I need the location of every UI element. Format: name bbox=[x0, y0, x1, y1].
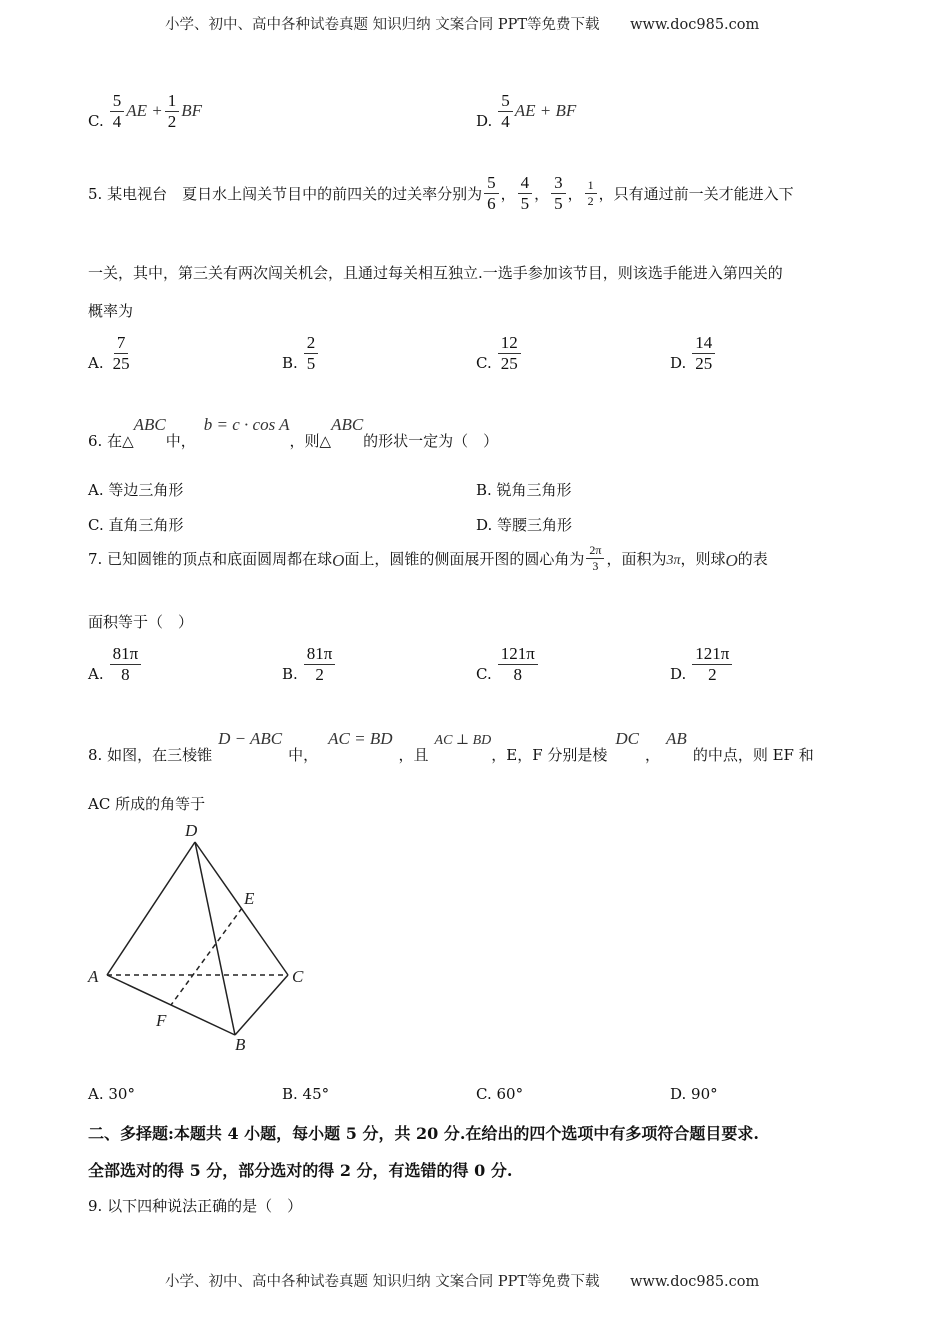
tetrahedron-figure bbox=[80, 818, 330, 1063]
edge-BC bbox=[235, 975, 288, 1035]
q6-option-b: B. 锐角三角形 bbox=[476, 481, 572, 499]
q5-line3: 概率为 bbox=[88, 302, 134, 320]
angle-fraction: $\frac{2\pi}{3}$ bbox=[586, 544, 604, 572]
q5-line2: 一关，其中，第三关有两次闯关机会，且通过每关相互独立.一选手参加该节目，则该选手能进入第四关的 bbox=[88, 264, 783, 282]
q8-option-b: B. 45° bbox=[282, 1085, 330, 1103]
q7-stem: 7. 已知圆锥的顶点和底面圆周都在球 O 面上，圆锥的侧面展开图的圆心角为 $\frac{2\pi}{3}$ ，面积为 3π ，则球 O 的表 bbox=[88, 543, 768, 573]
q5-option-b: B. $\frac{2}{5}$ bbox=[282, 334, 320, 373]
q7-option-c: C. $\frac{121\pi}{8}$ bbox=[476, 645, 540, 684]
q6-option-a: A. 等边三角形 bbox=[88, 481, 184, 499]
q4-option-c: C. $\frac{5}{4}$ AE + $\frac{1}{2}$ BF bbox=[88, 91, 202, 131]
header-site: www.doc985.com bbox=[630, 17, 760, 33]
label-E: E bbox=[244, 889, 255, 908]
footer-site: www.doc985.com bbox=[630, 1274, 760, 1290]
q8-option-a: A. 30° bbox=[88, 1085, 135, 1103]
label-F: F bbox=[156, 1011, 167, 1030]
page-header bbox=[165, 13, 759, 34]
q9-stem: 9. 以下四种说法正确的是（ ） bbox=[88, 1197, 303, 1215]
q5-option-d: D. $\frac{14}{25}$ bbox=[670, 334, 717, 373]
label-A: A bbox=[88, 967, 99, 986]
label-B: B bbox=[235, 1035, 246, 1054]
q7-option-b: B. $\frac{81\pi}{2}$ bbox=[282, 645, 337, 684]
edge-DA bbox=[107, 842, 195, 975]
page-footer bbox=[165, 1270, 759, 1291]
rate-fraction: $\frac{1}{2}$ bbox=[585, 179, 597, 207]
q5-stem: 5. 某电视台 夏日水上闯关节目中的前四关的过关率分别为 $\frac{5}{6}$ ， $\frac{4}{5}$ ， $\frac{3}{5}$ ， $\frac{1}{2}$ ，只有通过前一关才能进入下 bbox=[88, 173, 794, 213]
q7-option-d: D. $\frac{121\pi}{2}$ bbox=[670, 645, 734, 684]
q8-option-c: C. 60° bbox=[476, 1085, 524, 1103]
rate-fraction: $\frac{4}{5}$ bbox=[518, 174, 533, 213]
segment-EF bbox=[171, 908, 242, 1005]
rate-fraction: $\frac{5}{6}$ bbox=[484, 174, 499, 213]
section2-instructions: 全部选对的得 5 分，部分选对的得 2 分，有选错的得 0 分. bbox=[88, 1161, 513, 1180]
fraction: $\frac{5}{4}$ bbox=[110, 92, 125, 131]
q8-option-d: D. 90° bbox=[670, 1085, 718, 1103]
q6-option-c: C. 直角三角形 bbox=[88, 516, 184, 534]
fraction: $\frac{5}{4}$ bbox=[498, 92, 513, 131]
q7-line2: 面积等于（ ） bbox=[88, 613, 194, 631]
q6-option-d: D. 等腰三角形 bbox=[476, 516, 573, 534]
q5-option-a: A. $\frac{7}{25}$ bbox=[88, 333, 130, 373]
q7-option-a: A. $\frac{81\pi}{8}$ bbox=[88, 645, 143, 684]
q5-option-c: C. $\frac{12}{25}$ bbox=[476, 334, 523, 373]
q6-stem: 6. 在△ABC中，b = c · cos A，则△ABC的形状一定为（ ） bbox=[88, 415, 499, 450]
section2-heading: 二、多择题:本题共 4 小题，每小题 5 分，共 20 分.在给出的四个选项中有多项符合题目要求. bbox=[88, 1124, 760, 1143]
label-C: C bbox=[292, 967, 304, 986]
q4-option-d: D. $\frac{5}{4}$ AE + BF bbox=[476, 91, 577, 131]
q8-line2: AC 所成的角等于 bbox=[88, 795, 206, 813]
rate-fraction: $\frac{3}{5}$ bbox=[551, 174, 566, 213]
header-title: 小学、初中、高中各种试卷真题 知识归纳 文案合同 PPT等免费下载 bbox=[165, 17, 600, 33]
fraction: $\frac{1}{2}$ bbox=[165, 92, 180, 131]
edge-AB bbox=[107, 975, 235, 1035]
q8-stem: 8. 如图，在三棱锥D − ABC中，AC = BD，且AC ⊥ BD，E，F 分别是棱DC，AB的中点，则 EF 和 bbox=[88, 729, 814, 764]
footer-title: 小学、初中、高中各种试卷真题 知识归纳 文案合同 PPT等免费下载 bbox=[165, 1274, 600, 1290]
label-D: D bbox=[185, 821, 198, 840]
